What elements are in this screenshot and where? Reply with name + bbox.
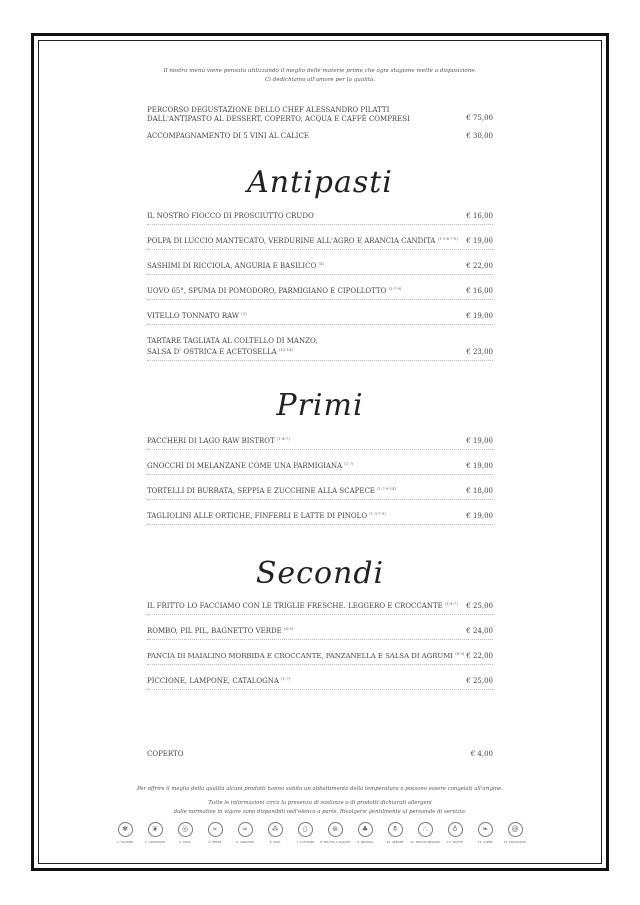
coperto-name: COPERTO	[147, 749, 184, 758]
shrimp-icon: ❦	[148, 822, 163, 837]
allergen-11: ∴ 11. SEMI DI SESAMO	[410, 822, 440, 844]
item-allergens: (3-7-9)	[388, 285, 402, 291]
section-title-antipasti: Antipasti	[247, 165, 393, 200]
item-price: € 19,00	[466, 236, 493, 245]
allergen-2: ❦ 2. CROSTACEI	[140, 822, 170, 844]
item-price: € 18,00	[466, 486, 493, 495]
mollusc-icon: @	[508, 822, 523, 837]
item-name: IL FRITTO LO FACCIAMO CON LE TRIGLIE FRESCHE. LEGGERO E CROCCANTE	[147, 601, 443, 610]
menu-item	[147, 650, 493, 665]
item-price: € 19,00	[466, 311, 493, 320]
menu-item	[147, 337, 493, 361]
menu-item	[147, 260, 493, 275]
item-price: € 22,00	[466, 261, 493, 270]
section-title-primi: Primi	[276, 388, 364, 423]
section-title-secondi: Secondi	[255, 556, 385, 591]
item-allergens: (4)	[318, 260, 324, 266]
item-price: € 22,00	[466, 651, 493, 660]
allergen-6: ⁂ 6. SOIA	[260, 822, 290, 844]
item-price: € 25,00	[466, 601, 493, 610]
intro-text	[100, 67, 540, 85]
allergen-legend	[110, 822, 530, 852]
item-allergens: (4-9)	[284, 625, 294, 631]
menu-item	[147, 285, 493, 300]
item-name: PACCHERI DI LAGO RAW BISTROT	[147, 436, 275, 445]
item-name: UOVO 65°, SPUMA DI POMODORO, PARMIGIANO E CIPOLLOTTO	[147, 286, 387, 295]
item-price: € 19,00	[466, 511, 493, 520]
menu-item	[147, 625, 493, 640]
item-name: GNOCCHI DI MELANZANE COME UNA PARMIGIANA	[147, 461, 343, 470]
menu-item	[147, 485, 493, 500]
allergen-note-line-2: dalle normative in vigore sono disponibili nell'elenco a parte. Rivolgersi gentilmente al personale di servizio.	[173, 808, 467, 815]
menu-item	[147, 435, 493, 450]
item-price: € 19,00	[466, 436, 493, 445]
item-price: € 19,00	[466, 461, 493, 470]
item-allergens: (1-7-9-14)	[377, 485, 397, 491]
item-name: VITELLO TONNATO RAW	[147, 311, 240, 320]
fish-icon: ∝	[208, 822, 223, 837]
item-name: SASHIMI DI RICCIOLA, ANGURIA E BASILICO	[147, 261, 317, 270]
allergen-9: ♣ 9. SEDANO	[350, 822, 380, 844]
allergen-4: ∝ 4. PESCE	[200, 822, 230, 844]
item-allergens: (1-7)	[344, 460, 354, 466]
item-name: PANCIA DI MAIALINO MORBIDA E CROCCANTE, PANZANELLA E SALSA DI AGRUMI	[147, 651, 453, 660]
coperto-row	[147, 746, 493, 758]
item-allergens: (3)	[241, 310, 247, 316]
item-allergens: (1-3-4-7-9)	[437, 235, 458, 241]
item-name: ROMBO, PIL PIL, BAGNETTO VERDE	[147, 626, 282, 635]
item-allergens: (1-3-7-9)	[369, 510, 386, 516]
celery-icon: ♣	[358, 822, 373, 837]
allergen-8: ⊛ 8. FRUTTA A GUSCIO	[320, 822, 350, 844]
item-name: TORTELLI DI BURRATA, SEPPIA E ZUCCHINE ALLA SCAPECE	[147, 486, 375, 495]
inner-frame	[38, 40, 602, 864]
sulphite-icon: ♁	[448, 822, 463, 837]
allergen-14: @ 14. MOLLUSCHI	[500, 822, 530, 844]
freezing-note: Per offrire il meglio della qualità alcuni prodotti hanno subito un abbattimento della temperatura o possono essere congelati all'origine.	[137, 786, 503, 792]
menu-item	[147, 235, 493, 250]
item-allergens: (1-4-7)	[276, 435, 290, 441]
item-name-line-1: TARTARE TAGLIATA AL COLTELLO DI MANZO,	[147, 337, 318, 345]
allergen-12: ♁ 12. SOLFITI	[440, 822, 470, 844]
tasting-line-2: DALL'ANTIPASTO AL DESSERT, COPERTO, ACQUA E CAFFÈ COMPRESI	[147, 115, 410, 123]
menu-item	[147, 510, 493, 525]
milk-icon: ▯	[298, 822, 313, 837]
allergen-5: ∞ 5. ARACHIDI	[230, 822, 260, 844]
allergen-10: ⚱ 10. SENAPE	[380, 822, 410, 844]
sesame-icon: ∴	[418, 822, 433, 837]
menu-item	[147, 675, 493, 690]
peanut-icon: ∞	[238, 822, 253, 837]
item-price: € 16,00	[466, 286, 493, 295]
item-price: € 24,00	[466, 626, 493, 635]
coperto-price: € 4,00	[470, 749, 493, 758]
wine-pairing-name: ACCOMPAGNAMENTO DI 5 VINI AL CALICE	[147, 131, 310, 140]
item-name: IL NOSTRO FIOCCO DI PROSCIUTTO CRUDO	[147, 211, 314, 220]
tasting-line-1: PERCORSO DEGUSTAZIONE DELLO CHEF ALESSANDRO PILATTI	[147, 106, 390, 114]
intro-line-2: Ci dedichiamo all'amore per la qualità.	[264, 77, 376, 83]
wine-pairing-row	[147, 130, 493, 140]
item-name: TAGLIOLINI ALLE ORTICHE, FINFERLI E LATTE DI PINOLO	[147, 511, 368, 520]
menu-item	[147, 210, 493, 225]
allergen-7: ▯ 7. LATTICINI	[290, 822, 320, 844]
item-price: € 23,00	[466, 347, 493, 356]
item-allergens: (1-7)	[281, 675, 291, 681]
item-name: POLPA DI LUCCIO MANTECATO, VERDURINE ALL'AGRO E ARANCIA CANDITA	[147, 236, 436, 245]
wine-pairing-price: € 30,00	[466, 131, 493, 140]
wheat-icon: ✾	[118, 822, 133, 837]
tasting-price: € 75,00	[466, 113, 493, 122]
lupin-icon: ❧	[478, 822, 493, 837]
intro-line-1: Il nostro menù viene pensato utilizzando il meglio delle materie prime che ogni stagione mette a disposizione.	[163, 68, 477, 74]
allergen-13: ❧ 13. LUPINI	[470, 822, 500, 844]
menu-item	[147, 310, 493, 325]
egg-icon: ◎	[178, 822, 193, 837]
allergen-3: ◎ 3. UOVA	[170, 822, 200, 844]
nut-icon: ⊛	[328, 822, 343, 837]
tasting-menu-row	[147, 104, 493, 124]
item-allergens: (8-9)	[455, 650, 465, 656]
item-price: € 16,00	[466, 211, 493, 220]
allergen-note	[60, 799, 580, 816]
soy-icon: ⁂	[268, 822, 283, 837]
allergen-1: ✾ 1. GLUTINE	[110, 822, 140, 844]
menu-item	[147, 460, 493, 475]
menu-item	[147, 600, 493, 615]
item-name: SALSA D' OSTRICA E ACETOSELLA	[147, 347, 277, 356]
item-price: € 25,00	[466, 676, 493, 685]
item-name: PICCIONE, LAMPONE, CATALOGNA	[147, 676, 279, 685]
mustard-icon: ⚱	[388, 822, 403, 837]
allergen-note-line-1: Tutte le informazioni circa la presenza di sostanze o di prodotti dichiarati allergeni	[208, 800, 432, 806]
item-allergens: (10-14)	[278, 346, 293, 352]
item-allergens: (1-4-7)	[444, 600, 458, 606]
